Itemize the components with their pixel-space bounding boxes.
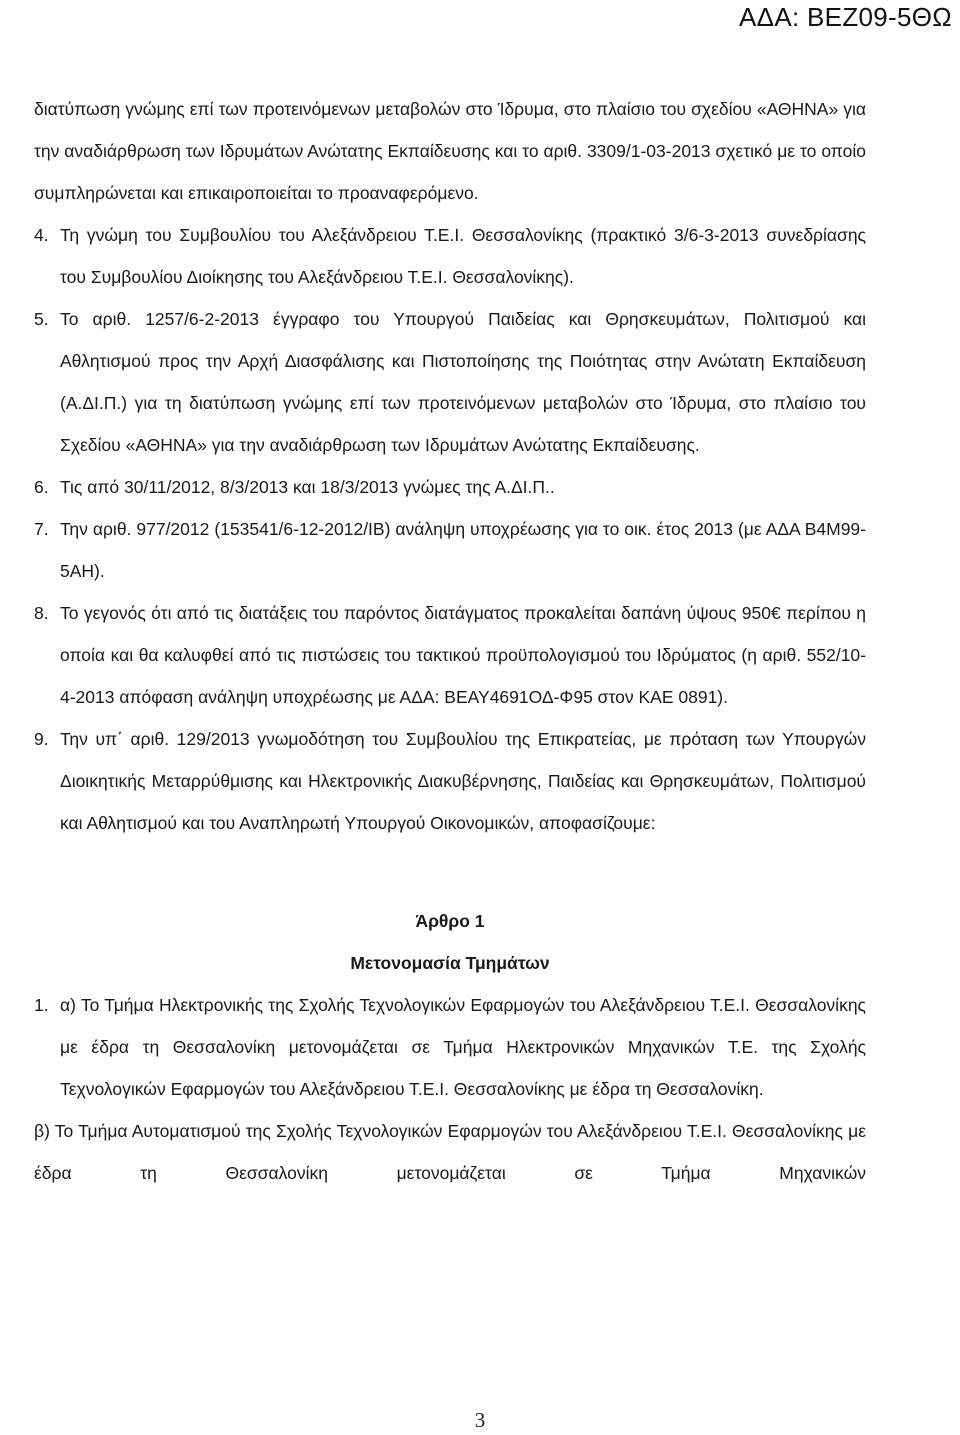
- list-item: [34, 592, 866, 718]
- list-item: [34, 298, 866, 466]
- intro-paragraph: διατύπωση γνώμης επί των προτεινόμενων μεταβολών στο Ίδρυμα, στο πλαίσιο του σχεδίου «ΑΘΗΝΑ» για την αναδιάρθρωση των Ιδρυμάτων Ανώτατης Εκπαίδευσης και το αριθ. 3309/1-03-2013 σχετικό με το οποίο συμπληρώνεται και επικαιροποιείται το προαναφερόμενο.: [34, 99, 866, 203]
- item-text: Την αριθ. 977/2012 (153541/6-12-2012/ΙΒ) ανάληψη υποχρέωσης για το οικ. έτος 2013 (με ΑΔΑ Β4Μ99-5ΑΗ).: [60, 519, 866, 581]
- item-number: 7.: [34, 519, 49, 539]
- item-number: 6.: [34, 477, 49, 497]
- item-text: Το γεγονός ότι από τις διατάξεις του παρόντος διατάγματος προκαλείται δαπάνη ύψους 950€ περίπου η οποία και θα καλυφθεί από τις πιστώσεις του τακτικού προϋπολογισμού του Ιδρύματος (η αριθ. 552/10-4-2013 απόφαση ανάληψη υποχρέωσης με ΑΔΑ: ΒΕΑΥ4691ΟΔ-Φ95 στον ΚΑΕ 0891).: [60, 603, 866, 707]
- paragraph-a: α) Το Τμήμα Ηλεκτρονικής της Σχολής Τεχνολογικών Εφαρμογών του Αλεξάνδρειου Τ.Ε.Ι. Θεσσαλονίκης με έδρα τη Θεσσαλονίκη μετονομάζεται σε Τμήμα Ηλεκτρονικών Μηχανικών Τ.Ε. της Σχολής Τεχνολογικών Εφαρμογών του Αλεξάνδρειου Τ.Ε.Ι. Θεσσαλονίκης με έδρα τη Θεσσαλονίκη.: [60, 995, 866, 1099]
- item-number: 9.: [34, 729, 49, 749]
- item-number: 4.: [34, 225, 49, 245]
- article-title: Μετονομασία Τμημάτων: [350, 953, 550, 973]
- article-paragraph: [34, 984, 866, 1110]
- paragraph-b: β) Το Τμήμα Αυτοματισμού της Σχολής Τεχνολογικών Εφαρμογών του Αλεξάνδρειου Τ.Ε.Ι. Θεσσαλονίκης με έδρα τη Θεσσαλονίκη μετονομάζεται σε Τμήμα Μηχανικών: [34, 1121, 866, 1183]
- list-item: [34, 718, 866, 844]
- paragraph-number: 1.: [34, 995, 49, 1015]
- item-text: Τη γνώμη του Συμβουλίου του Αλεξάνδρειου Τ.Ε.Ι. Θεσσαλονίκης (πρακτικό 3/6-3-2013 συνεδρίασης του Συμβουλίου Διοίκησης του Αλεξάνδρειου Τ.Ε.Ι. Θεσσαλονίκης).: [60, 225, 866, 287]
- list-item: [34, 508, 866, 592]
- item-number: 8.: [34, 603, 49, 623]
- article-number: Άρθρο 1: [415, 911, 485, 931]
- item-text: Την υπ΄ αριθ. 129/2013 γνωμοδότηση του Συμβουλίου της Επικρατείας, με πρόταση των Υπουργών Διοικητικής Μεταρρύθμισης και Ηλεκτρονικής Διακυβέρνησης, Παιδείας και Θρησκευμάτων, Πολιτισμού και Αθλητισμού και του Αναπληρωτή Υπουργού Οικονομικών, αποφασίζουμε:: [60, 729, 866, 833]
- item-text: Το αριθ. 1257/6-2-2013 έγγραφο του Υπουργού Παιδείας και Θρησκευμάτων, Πολιτισμού και Αθλητισμού προς την Αρχή Διασφάλισης και Πιστοποίησης της Ποιότητας στην Ανώτατη Εκπαίδευση (Α.ΔΙ.Π.) για τη διατύπωση γνώμης επί των προτεινόμενων μεταβολών στο Ίδρυμα, στο πλαίσιο του Σχεδίου «ΑΘΗΝΑ» για την αναδιάρθρωση των Ιδρυμάτων Ανώτατης Εκπαίδευσης.: [60, 309, 866, 455]
- item-number: 5.: [34, 309, 49, 329]
- list-item: [34, 214, 866, 298]
- list-item: [34, 466, 866, 508]
- item-text: Τις από 30/11/2012, 8/3/2013 και 18/3/2013 γνώμες της Α.ΔΙ.Π..: [60, 477, 555, 497]
- article-1: [34, 900, 866, 1194]
- ada-code: ΑΔΑ: ΒΕΖ09-5ΘΩ: [739, 2, 952, 32]
- document-body: [34, 88, 866, 1194]
- page-number: 3: [474, 1408, 486, 1432]
